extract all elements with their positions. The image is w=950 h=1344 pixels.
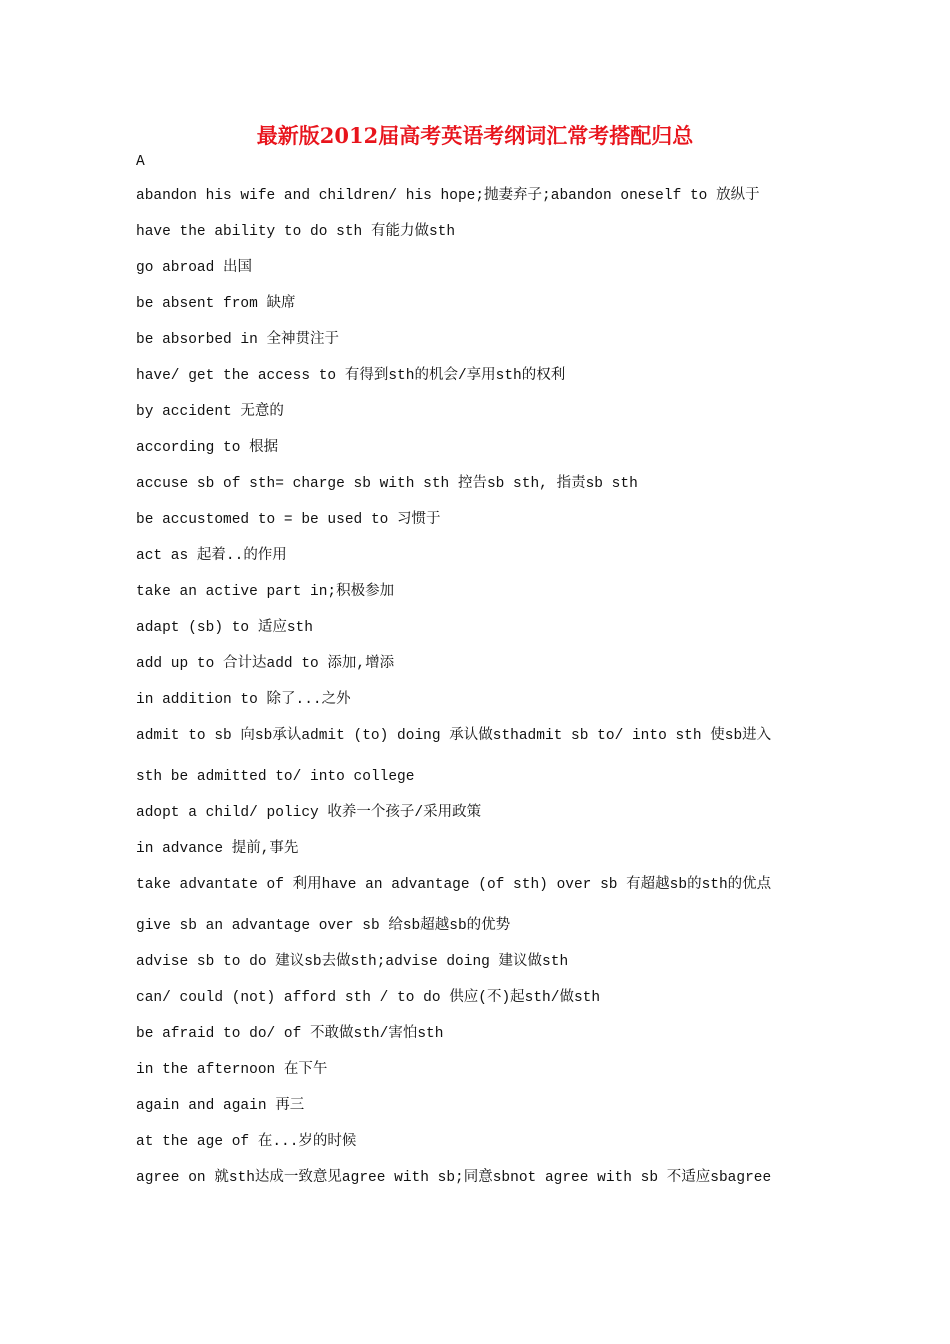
list-item: have/ get the access to 有得到sth的机会/享用sth的权利 [136, 368, 566, 384]
list-item: be accustomed to = be used to 习惯于 [136, 512, 441, 528]
document-title: 最新版2012届高考英语考纲词汇常考搭配归总 [256, 123, 694, 148]
list-item: at the age of 在...岁的时候 [136, 1134, 357, 1150]
list-item: go abroad 出国 [136, 260, 253, 276]
list-item: be absorbed in 全神贯注于 [136, 332, 340, 348]
list-item: take advantate of 利用have an advantage (of sth) over sb 有超越sb的sth的优点 [136, 877, 772, 893]
list-item: be afraid to do/ of 不敢做sth/害怕sth [136, 1026, 444, 1042]
list-item: give sb an advantage over sb 给sb超越sb的优势 [136, 918, 511, 934]
list-item: adapt (sb) to 适应sth [136, 620, 313, 636]
list-item: accuse sb of sth= charge sb with sth 控告sb sth, 指责sb sth [136, 476, 638, 492]
section-letter: A [136, 154, 145, 170]
list-item: again and again 再三 [136, 1098, 305, 1114]
list-item: in addition to 除了...之外 [136, 692, 351, 708]
vocabulary-list [136, 186, 826, 1204]
list-item: admit to sb 向sb承认admit (to) doing 承认做sthadmit sb to/ into sth 使sb进入 [136, 728, 772, 744]
list-item: by accident 无意的 [136, 404, 284, 420]
list-item: according to 根据 [136, 440, 279, 456]
list-item: abandon his wife and children/ his hope;抛妻弃子;abandon oneself to 放纵于 [136, 188, 760, 204]
list-item: add up to 合计达add to 添加,增添 [136, 656, 395, 672]
list-item: act as 起着..的作用 [136, 548, 287, 564]
list-item: in the afternoon 在下午 [136, 1062, 328, 1078]
list-item: advise sb to do 建议sb去做sth;advise doing 建议做sth [136, 954, 569, 970]
list-item: be absent from 缺席 [136, 296, 296, 312]
list-item: sth be admitted to/ into college [136, 769, 415, 785]
list-item: take an active part in;积极参加 [136, 584, 395, 600]
list-item: have the ability to do sth 有能力做sth [136, 224, 456, 240]
list-item: adopt a child/ policy 收养一个孩子/采用政策 [136, 805, 482, 821]
list-item: in advance 提前,事先 [136, 841, 299, 857]
list-item: can/ could (not) afford sth / to do 供应(不)起sth/做sth [136, 990, 601, 1006]
list-item: agree on 就sth达成一致意见agree with sb;同意sbnot agree with sb 不适应sbagree [136, 1170, 772, 1186]
